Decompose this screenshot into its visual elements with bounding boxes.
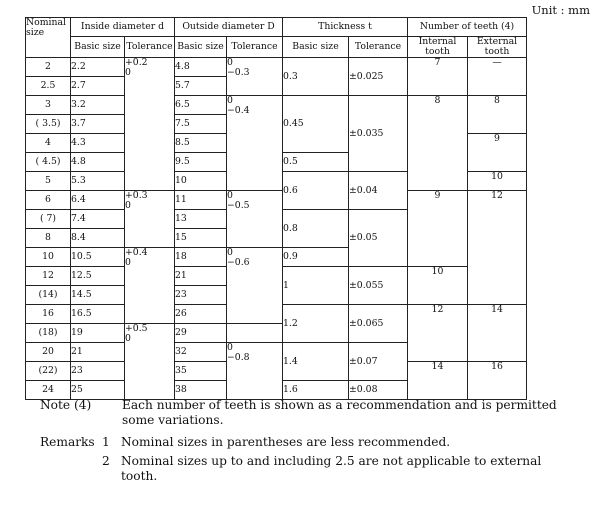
nominal-size-cell: 24 bbox=[26, 381, 71, 400]
thickness-tolerance-cell: ±0.08 bbox=[349, 381, 408, 400]
remark-1-text: Nominal sizes in parentheses are less recommended. bbox=[121, 435, 451, 449]
header-row-2 bbox=[26, 37, 527, 58]
inside-diameter-cell: 2.7 bbox=[71, 77, 125, 96]
thickness-tolerance-cell: ±0.065 bbox=[349, 305, 408, 343]
outside-tolerance-cell bbox=[227, 96, 283, 191]
inside-diameter-cell: 4.3 bbox=[71, 134, 125, 153]
outside-tolerance-cell bbox=[227, 343, 283, 400]
internal-teeth-cell: 12 bbox=[408, 305, 468, 362]
inside-diameter-cell: 4.8 bbox=[71, 153, 125, 172]
nominal-size-cell: ( 7) bbox=[26, 210, 71, 229]
thickness-cell: 0.3 bbox=[283, 58, 349, 96]
header-thickness: Thickness t bbox=[283, 18, 408, 37]
tolerance-minus: 0 bbox=[125, 256, 131, 268]
thickness-cell: 0.5 bbox=[283, 153, 349, 172]
thickness-cell: 0.6 bbox=[283, 172, 349, 210]
internal-teeth-cell: 10 bbox=[408, 267, 468, 305]
outside-diameter-cell: 10 bbox=[175, 172, 227, 191]
header-D-tolerance: Tolerance bbox=[227, 37, 283, 58]
outside-diameter-cell: 4.8 bbox=[175, 58, 227, 77]
header-d-basic-size: Basic size bbox=[71, 37, 125, 58]
outside-diameter-cell: 7.5 bbox=[175, 115, 227, 134]
outside-diameter-cell: 6.5 bbox=[175, 96, 227, 115]
outside-diameter-cell: 26 bbox=[175, 305, 227, 324]
header-d-tolerance: Tolerance bbox=[125, 37, 175, 58]
external-teeth-cell: 10 bbox=[468, 172, 527, 191]
nominal-size-cell: (18) bbox=[26, 324, 71, 343]
inside-diameter-cell: 12.5 bbox=[71, 267, 125, 286]
internal-teeth-cell: 14 bbox=[408, 362, 468, 400]
thickness-cell: 0.8 bbox=[283, 210, 349, 248]
outside-diameter-cell: 8.5 bbox=[175, 134, 227, 153]
thickness-tolerance-cell: ±0.055 bbox=[349, 267, 408, 305]
tolerance-plus: +0.2 bbox=[125, 57, 148, 68]
outside-diameter-cell: 18 bbox=[175, 248, 227, 267]
header-nominal-size: Nominal size bbox=[26, 18, 71, 58]
remark-1 bbox=[40, 435, 560, 450]
inside-tolerance-cell bbox=[125, 191, 175, 248]
tolerance-minus: 0 bbox=[125, 199, 131, 211]
external-teeth-cell: 9 bbox=[468, 134, 527, 172]
inside-tolerance-cell bbox=[125, 58, 175, 191]
remark-2-text: Nominal sizes up to and including 2.5 are not applicable to external tooth. bbox=[121, 454, 542, 483]
thickness-cell: 0.45 bbox=[283, 96, 349, 153]
inside-diameter-cell: 23 bbox=[71, 362, 125, 381]
tolerance-bottom: −0.5 bbox=[227, 199, 250, 211]
thickness-cell: 1.4 bbox=[283, 343, 349, 381]
inside-diameter-cell: 7.4 bbox=[71, 210, 125, 229]
nominal-size-cell: (22) bbox=[26, 362, 71, 381]
tolerance-plus: +0.3 bbox=[125, 190, 148, 201]
inside-diameter-cell: 8.4 bbox=[71, 229, 125, 248]
outside-tolerance-cell bbox=[227, 248, 283, 324]
header-D-basic-size: Basic size bbox=[175, 37, 227, 58]
nominal-size-cell: 3 bbox=[26, 96, 71, 115]
nominal-size-cell: ( 3.5) bbox=[26, 115, 71, 134]
inside-diameter-cell: 3.2 bbox=[71, 96, 125, 115]
outside-diameter-cell: 21 bbox=[175, 267, 227, 286]
inside-diameter-cell: 3.7 bbox=[71, 115, 125, 134]
outside-diameter-cell: 35 bbox=[175, 362, 227, 381]
tolerance-bottom: −0.8 bbox=[227, 351, 250, 363]
outside-diameter-cell: 9.5 bbox=[175, 153, 227, 172]
spec-table bbox=[25, 17, 527, 400]
tolerance-top: 0 bbox=[227, 190, 233, 201]
external-teeth-cell: 14 bbox=[468, 305, 527, 362]
remarks-label: Remarks bbox=[40, 435, 95, 449]
inside-diameter-cell: 19 bbox=[71, 324, 125, 343]
remark-2 bbox=[40, 454, 560, 484]
inside-tolerance-cell bbox=[125, 248, 175, 324]
note-label: Note (4) bbox=[40, 398, 92, 412]
tolerance-top: 0 bbox=[227, 57, 233, 68]
tolerance-bottom: −0.6 bbox=[227, 256, 250, 268]
header-t-basic-size: Basic size bbox=[283, 37, 349, 58]
internal-teeth-cell: 8 bbox=[408, 96, 468, 191]
header-outside-diameter: Outside diameter D bbox=[175, 18, 283, 37]
inside-diameter-cell: 25 bbox=[71, 381, 125, 400]
tolerance-plus: +0.4 bbox=[125, 247, 148, 258]
thickness-cell: 1.2 bbox=[283, 305, 349, 343]
nominal-size-cell: 2.5 bbox=[26, 77, 71, 96]
nominal-size-cell: 6 bbox=[26, 191, 71, 210]
note bbox=[40, 398, 560, 428]
inside-diameter-cell: 21 bbox=[71, 343, 125, 362]
remark-2-number: 2 bbox=[102, 454, 110, 468]
outside-diameter-cell: 15 bbox=[175, 229, 227, 248]
outside-diameter-cell: 32 bbox=[175, 343, 227, 362]
outside-diameter-cell: 38 bbox=[175, 381, 227, 400]
outside-diameter-cell: 13 bbox=[175, 210, 227, 229]
tolerance-top: 0 bbox=[227, 95, 233, 106]
outside-diameter-cell: 5.7 bbox=[175, 77, 227, 96]
notes-section bbox=[40, 398, 560, 484]
inside-diameter-cell: 6.4 bbox=[71, 191, 125, 210]
external-teeth-cell: 8 bbox=[468, 96, 527, 134]
header-t-tolerance: Tolerance bbox=[349, 37, 408, 58]
thickness-tolerance-cell: ±0.04 bbox=[349, 172, 408, 210]
internal-teeth-cell: 7 bbox=[408, 58, 468, 96]
inside-tolerance-cell bbox=[125, 324, 175, 400]
table-row bbox=[26, 58, 527, 77]
tolerance-minus: 0 bbox=[125, 332, 131, 344]
tolerance-bottom: −0.3 bbox=[227, 66, 250, 78]
nominal-size-cell: 8 bbox=[26, 229, 71, 248]
nominal-size-cell: 16 bbox=[26, 305, 71, 324]
inside-diameter-cell: 16.5 bbox=[71, 305, 125, 324]
remark-1-number: 1 bbox=[102, 435, 110, 449]
tolerance-top: 0 bbox=[227, 247, 233, 258]
nominal-size-cell: 5 bbox=[26, 172, 71, 191]
internal-teeth-cell: 9 bbox=[408, 191, 468, 267]
table-row bbox=[26, 96, 527, 115]
inside-diameter-cell: 14.5 bbox=[71, 286, 125, 305]
external-teeth-cell: — bbox=[468, 58, 527, 96]
tolerance-top: 0 bbox=[227, 342, 233, 353]
thickness-tolerance-cell: ±0.05 bbox=[349, 210, 408, 267]
outside-diameter-cell: 11 bbox=[175, 191, 227, 210]
header-internal-tooth: Internal tooth bbox=[408, 37, 468, 58]
outside-diameter-cell: 29 bbox=[175, 324, 227, 343]
thickness-cell: 1 bbox=[283, 267, 349, 305]
thickness-cell: 1.6 bbox=[283, 381, 349, 400]
nominal-size-cell: 12 bbox=[26, 267, 71, 286]
nominal-size-cell: 2 bbox=[26, 58, 71, 77]
thickness-tolerance-cell: ±0.07 bbox=[349, 343, 408, 381]
nominal-size-cell: ( 4.5) bbox=[26, 153, 71, 172]
nominal-size-cell: 10 bbox=[26, 248, 71, 267]
nominal-size-cell: (14) bbox=[26, 286, 71, 305]
tolerance-minus: 0 bbox=[125, 66, 131, 78]
header-external-tooth: External tooth bbox=[468, 37, 527, 58]
inside-diameter-cell: 5.3 bbox=[71, 172, 125, 191]
thickness-cell: 0.9 bbox=[283, 248, 349, 267]
external-teeth-cell: 12 bbox=[468, 191, 527, 305]
external-teeth-cell: 16 bbox=[468, 362, 527, 400]
outside-diameter-cell: 23 bbox=[175, 286, 227, 305]
thickness-tolerance-cell: ±0.025 bbox=[349, 58, 408, 96]
header-row-1 bbox=[26, 18, 527, 37]
thickness-tolerance-cell: ±0.035 bbox=[349, 96, 408, 172]
tolerance-bottom: −0.4 bbox=[227, 104, 250, 116]
table-row bbox=[26, 191, 527, 210]
spec-table-wrapper bbox=[25, 17, 527, 400]
inside-diameter-cell: 10.5 bbox=[71, 248, 125, 267]
outside-tolerance-cell bbox=[227, 191, 283, 248]
unit-label: Unit : mm bbox=[531, 3, 590, 17]
nominal-size-cell: 20 bbox=[26, 343, 71, 362]
inside-diameter-cell: 2.2 bbox=[71, 58, 125, 77]
outside-tolerance-cell bbox=[227, 58, 283, 96]
header-number-of-teeth: Number of teeth (4) bbox=[408, 18, 527, 37]
note-text: Each number of teeth is shown as a recommendation and is permitted some variations. bbox=[122, 398, 557, 427]
header-inside-diameter: Inside diameter d bbox=[71, 18, 175, 37]
nominal-size-cell: 4 bbox=[26, 134, 71, 153]
tolerance-plus: +0.5 bbox=[125, 323, 148, 334]
